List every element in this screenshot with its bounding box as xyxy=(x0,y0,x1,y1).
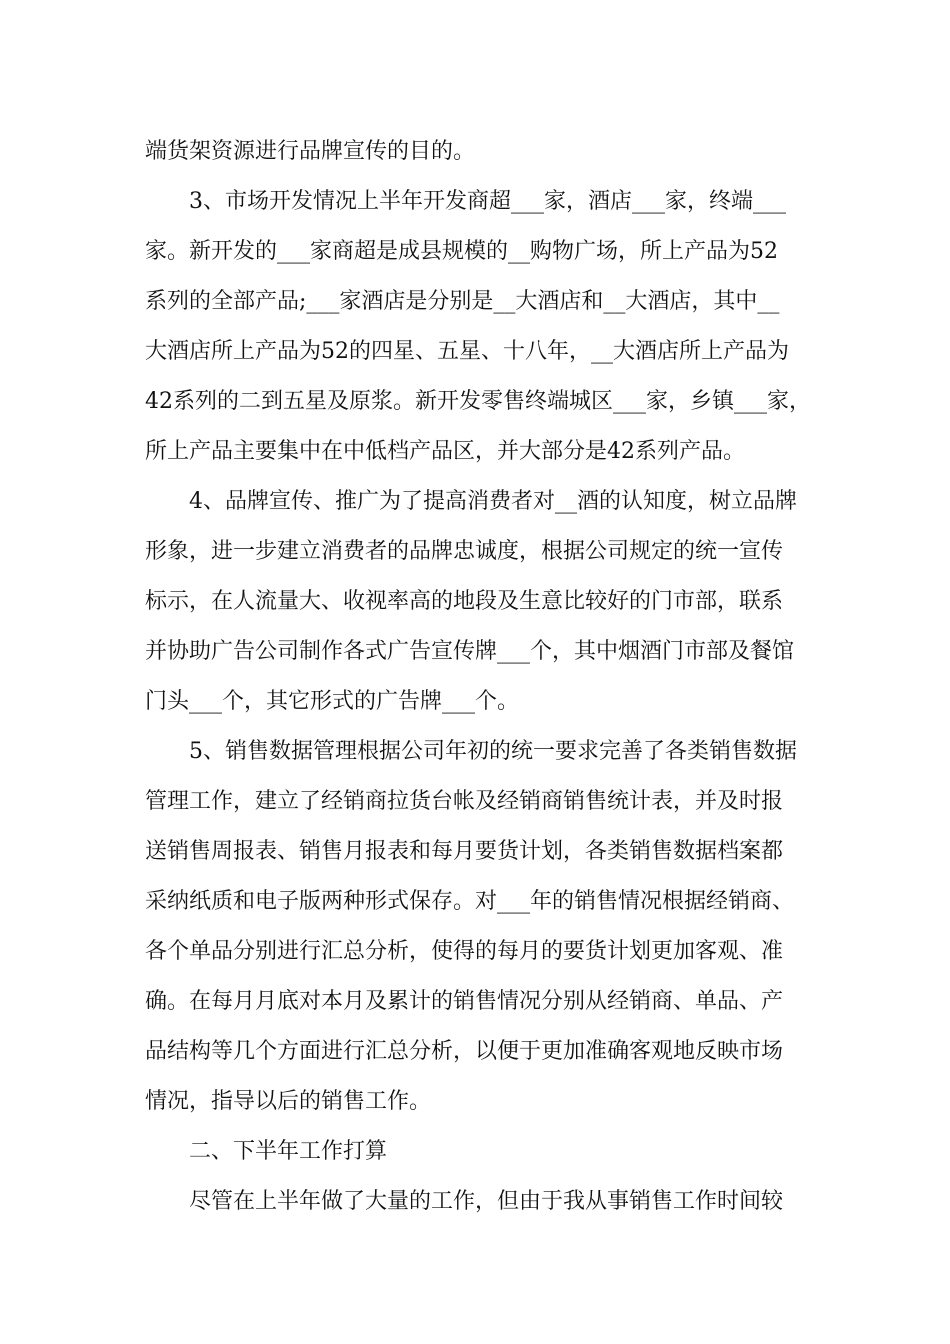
text-line: 管理工作，建立了经销商拉货台帐及经销商销售统计表，并及时报 xyxy=(145,789,784,814)
text-line: 门头___个，其它形式的广告牌___个。 xyxy=(145,689,520,714)
text-line: 42系列的二到五星及原浆。新开发零售终端城区___家，乡镇___家， xyxy=(145,389,811,414)
text-line: 并协助广告公司制作各式广告宣传牌___个，其中烟酒门市部及餐馆 xyxy=(145,639,795,664)
text-line: 品结构等几个方面进行汇总分析，以便于更加准确客观地反映市场 xyxy=(145,1039,784,1064)
text-line: 家。新开发的___家商超是成县规模的__购物广场，所上产品为52 xyxy=(145,239,778,264)
text-line: 4、品牌宣传、推广为了提高消费者对__酒的认知度，树立品牌 xyxy=(189,489,797,514)
text-line: 送销售周报表、销售月报表和每月要货计划，各类销售数据档案都 xyxy=(145,839,784,864)
section-heading: 二、下半年工作打算 xyxy=(189,1139,388,1164)
text-line: 所上产品主要集中在中低档产品区，并大部分是42系列产品。 xyxy=(145,439,745,464)
text-line: 采纳纸质和电子版两种形式保存。对___年的销售情况根据经销商、 xyxy=(145,889,795,914)
text-line: 尽管在上半年做了大量的工作，但由于我从事销售工作时间较 xyxy=(189,1189,784,1214)
text-line: 标示，在人流量大、收视率高的地段及生意比较好的门市部，联系 xyxy=(145,589,784,614)
text-line: 确。在每月月底对本月及累计的销售情况分别从经销商、单品、产 xyxy=(145,989,784,1014)
text-line: 5、销售数据管理根据公司年初的统一要求完善了各类销售数据 xyxy=(189,739,797,764)
text-line: 3、市场开发情况上半年开发商超___家，酒店___家，终端___ xyxy=(189,189,786,214)
text-line: 系列的全部产品;___家酒店是分别是__大酒店和__大酒店，其中__ xyxy=(145,289,780,314)
text-line: 形象，进一步建立消费者的品牌忠诚度，根据公司规定的统一宣传 xyxy=(145,539,784,564)
text-line: 情况，指导以后的销售工作。 xyxy=(145,1089,432,1114)
text-line: 大酒店所上产品为52的四星、五星、十八年，__大酒店所上产品为 xyxy=(145,339,789,364)
text-line: 各个单品分别进行汇总分析，使得的每月的要货计划更加客观、准 xyxy=(145,939,784,964)
text-line: 端货架资源进行品牌宣传的目的。 xyxy=(145,139,476,164)
